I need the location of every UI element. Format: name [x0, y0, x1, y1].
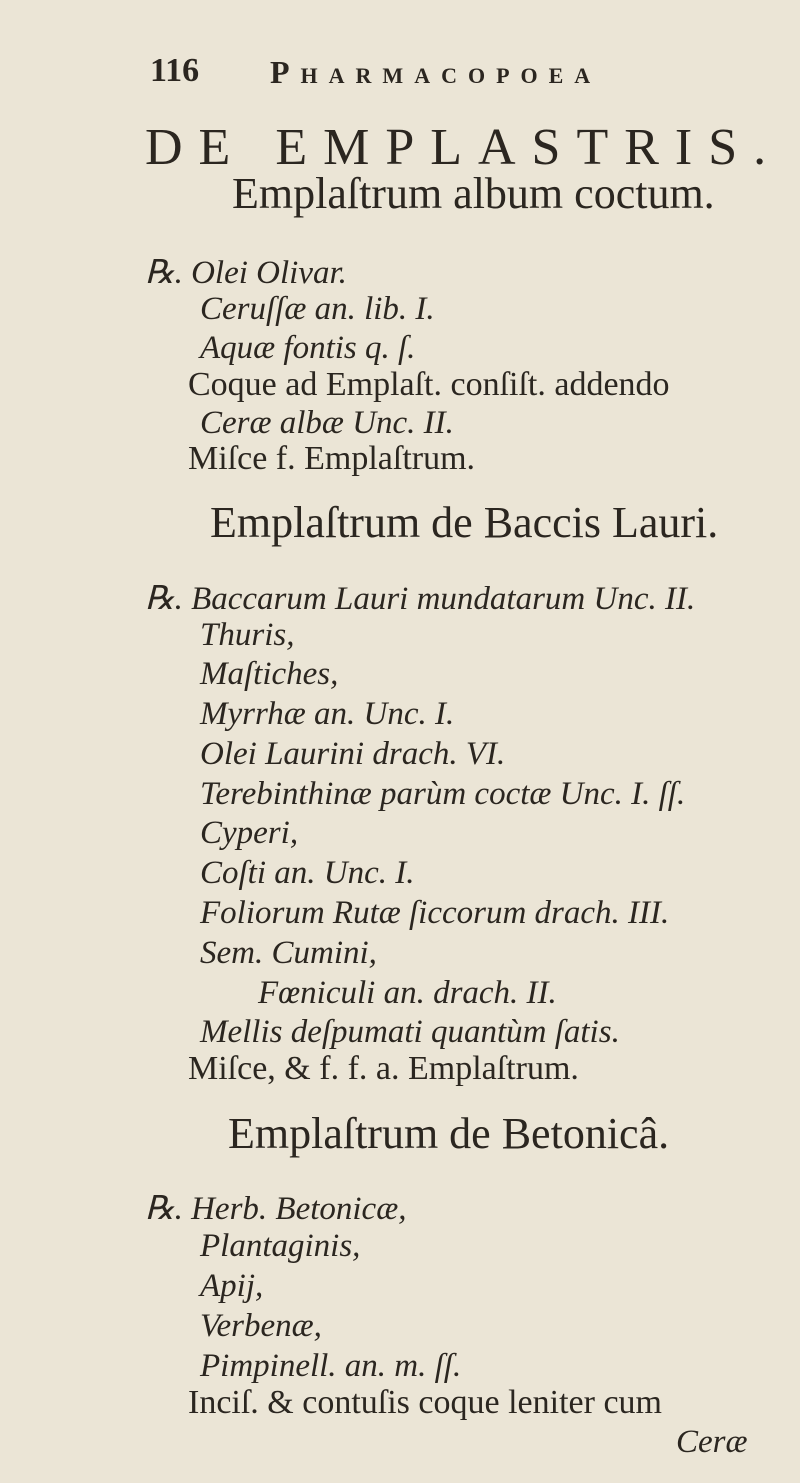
recipe-line: Thuris,	[200, 617, 295, 653]
recipe-line: Verbenæ,	[200, 1308, 322, 1344]
recipe-line: ℞. Herb. Betonicæ,	[145, 1191, 407, 1227]
recipe-line: Apij,	[200, 1268, 264, 1304]
recipe-line: Mellis deſpumati quantùm ſatis.	[200, 1014, 620, 1050]
recipe-line: Cyperi,	[200, 815, 299, 851]
recipe-line: Pimpinell. an. m. ſſ.	[200, 1348, 462, 1384]
catchword: Ceræ	[676, 1424, 748, 1460]
section-title: DE EMPLASTRIS.	[145, 119, 783, 176]
recipe-line: Maſtiches,	[200, 656, 339, 692]
recipe-line: Foliorum Rutæ ſiccorum drach. III.	[200, 895, 670, 931]
recipe-title: Emplaſtrum de Baccis Lauri.	[210, 498, 719, 547]
recipe-line: Sem. Cumini,	[200, 935, 377, 971]
recipe-line: ℞. Baccarum Lauri mundatarum Unc. II.	[145, 581, 696, 617]
recipe-line: Inciſ. & contuſis coque leniter cum	[188, 1384, 662, 1421]
recipe-line: Olei Laurini drach. VI.	[200, 736, 506, 772]
recipe-line: Fœniculi an. drach. II.	[258, 975, 557, 1011]
recipe-line: ℞. Olei Olivar.	[145, 255, 347, 291]
recipe-title: Emplaſtrum album coctum.	[232, 169, 715, 218]
page-number: 116	[150, 52, 200, 89]
recipe-line: Myrrhæ an. Unc. I.	[200, 696, 455, 732]
recipe-line: Miſce f. Emplaſtrum.	[188, 440, 476, 477]
recipe-line: Coſti an. Unc. I.	[200, 855, 415, 891]
recipe-line: Aquæ fontis q. ſ.	[200, 330, 416, 366]
recipe-line: Ceruſſæ an. lib. I.	[200, 291, 435, 327]
running-title: Pharmacopoea	[270, 54, 602, 90]
recipe-line: Terebinthinæ parùm coctæ Unc. I. ſſ.	[200, 776, 686, 812]
recipe-line: Miſce, & f. f. a. Emplaſtrum.	[188, 1050, 579, 1087]
recipe-title: Emplaſtrum de Betonicâ.	[228, 1109, 670, 1158]
recipe-line: Ceræ albæ Unc. II.	[200, 405, 454, 441]
recipe-line: Coque ad Emplaſt. conſiſt. addendo	[188, 366, 670, 403]
recipe-line: Plantaginis,	[200, 1228, 361, 1264]
